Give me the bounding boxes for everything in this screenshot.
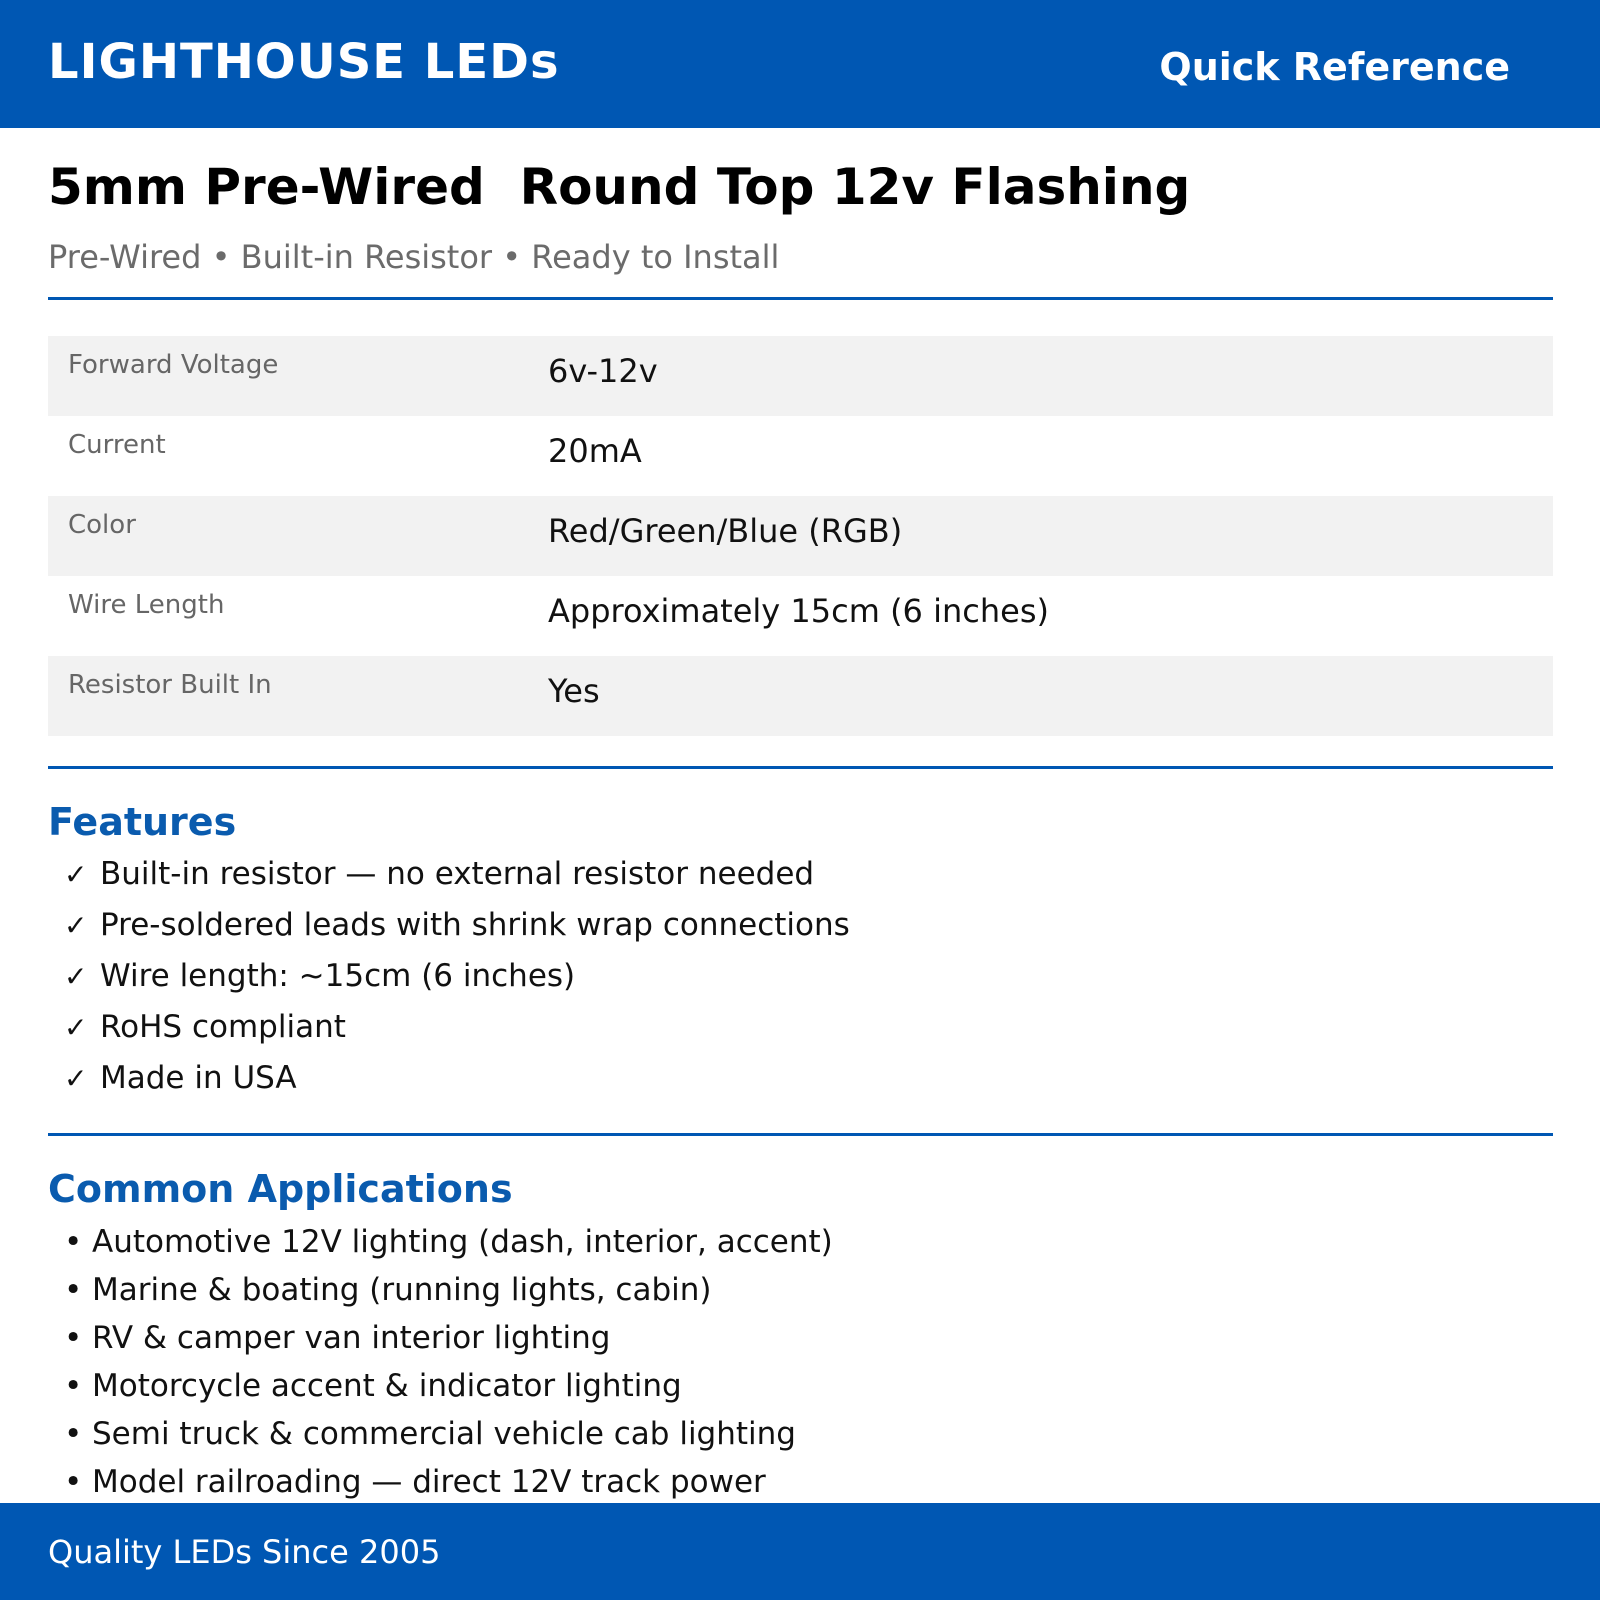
check-icon: ✓ [64, 858, 88, 891]
spec-row [48, 576, 1553, 656]
feature-text: Built-in resistor — no external resistor needed [100, 856, 815, 892]
spec-row [48, 416, 1553, 496]
application-text: Semi truck & commercial vehicle cab lighting [92, 1416, 796, 1452]
bullet-icon: • [64, 1320, 83, 1356]
spec-value: Approximately 15cm (6 inches) [548, 592, 1049, 630]
check-icon: ✓ [64, 1062, 88, 1095]
spec-value: 20mA [548, 432, 642, 470]
divider-top [48, 297, 1553, 300]
applications-heading: Common Applications [48, 1167, 513, 1211]
application-text: RV & camper van interior lighting [92, 1320, 611, 1356]
list-item [64, 958, 850, 1009]
list-item [64, 1368, 833, 1416]
spec-row [48, 496, 1553, 576]
spec-label: Color [68, 510, 136, 540]
bullet-icon: • [64, 1416, 83, 1452]
list-item [64, 1320, 833, 1368]
spec-row [48, 656, 1553, 736]
bullet-icon: • [64, 1224, 83, 1260]
divider-applications [48, 1133, 1553, 1136]
feature-text: RoHS compliant [100, 1009, 346, 1045]
features-list [64, 856, 850, 1111]
application-text: Motorcycle accent & indicator lighting [92, 1368, 682, 1404]
application-text: Model railroading — direct 12V track power [92, 1464, 766, 1500]
list-item [64, 907, 850, 958]
footer-bar [0, 1503, 1600, 1600]
check-icon: ✓ [64, 960, 88, 993]
bullet-icon: • [64, 1464, 83, 1500]
spec-row [48, 336, 1553, 416]
spec-label: Wire Length [68, 590, 225, 620]
check-icon: ✓ [64, 909, 88, 942]
header-bar [0, 0, 1600, 128]
list-item [64, 1272, 833, 1320]
list-item [64, 856, 850, 907]
spec-value: Yes [548, 672, 600, 710]
footer-text: Quality LEDs Since 2005 [48, 1533, 441, 1571]
divider-features [48, 766, 1553, 769]
features-heading: Features [48, 800, 237, 844]
spec-value: Red/Green/Blue (RGB) [548, 512, 903, 550]
applications-list [64, 1224, 833, 1512]
list-item [64, 1009, 850, 1060]
application-text: Automotive 12V lighting (dash, interior, accent) [92, 1224, 833, 1260]
header-tagline: Quick Reference [1159, 45, 1510, 89]
list-item [64, 1224, 833, 1272]
check-icon: ✓ [64, 1011, 88, 1044]
brand-name: LIGHTHOUSE LEDs [48, 34, 560, 90]
list-item [64, 1060, 850, 1111]
spec-label: Forward Voltage [68, 350, 279, 380]
list-item [64, 1416, 833, 1464]
product-title: 5mm Pre-Wired Round Top 12v Flashing [48, 158, 1191, 216]
spec-value: 6v-12v [548, 352, 658, 390]
spec-table [48, 336, 1553, 736]
bullet-icon: • [64, 1272, 83, 1308]
spec-label: Resistor Built In [68, 670, 272, 700]
bullet-icon: • [64, 1368, 83, 1404]
spec-label: Current [68, 430, 166, 460]
feature-text: Wire length: ~15cm (6 inches) [100, 958, 576, 994]
feature-text: Pre-soldered leads with shrink wrap connections [100, 907, 850, 943]
feature-text: Made in USA [100, 1060, 297, 1096]
application-text: Marine & boating (running lights, cabin) [92, 1272, 712, 1308]
product-subtitle: Pre-Wired • Built-in Resistor • Ready to Install [48, 238, 780, 276]
